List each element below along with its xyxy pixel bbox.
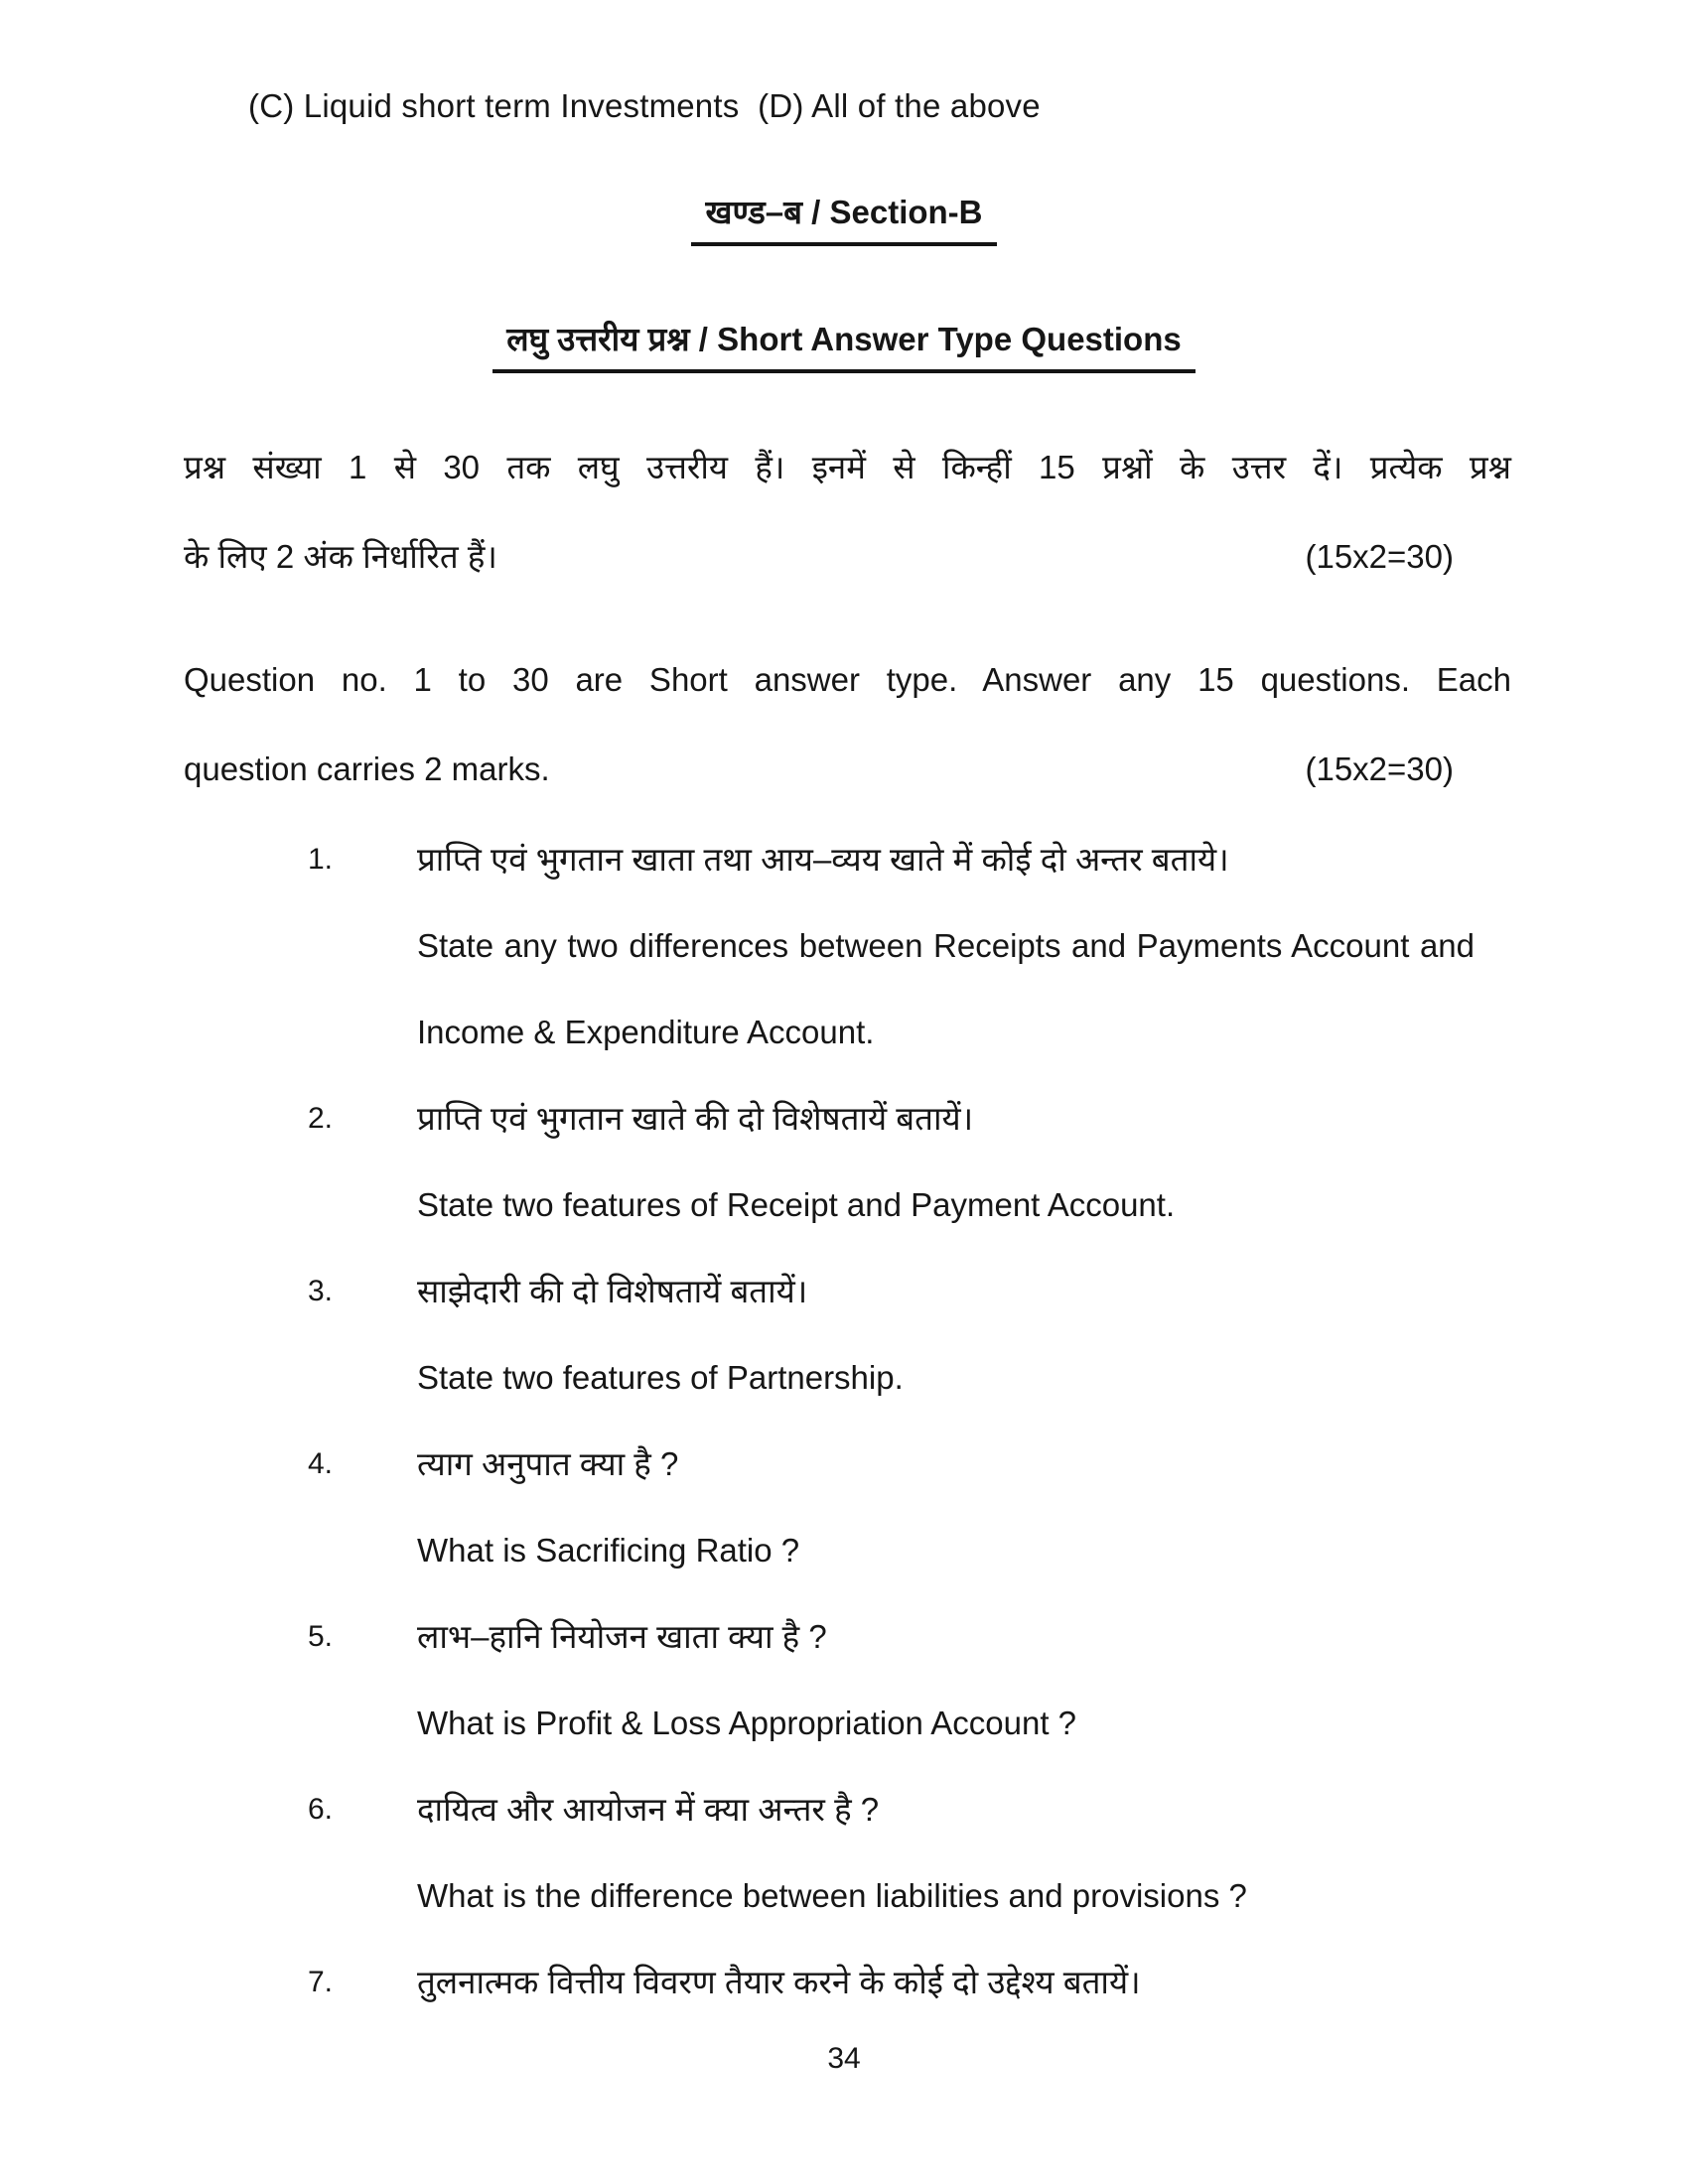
section-heading: खण्ड–ब / Section-B xyxy=(691,189,996,246)
question-text-english: State two features of Partnership. xyxy=(417,1359,904,1396)
section-heading-wrap xyxy=(0,189,1688,246)
question-number: 7. xyxy=(308,1966,334,1998)
question-text-english: What is the difference between liabilities and provisions ? xyxy=(417,1877,1247,1914)
question-item xyxy=(308,1248,1475,1421)
marks-scheme-english: (15x2=30) xyxy=(1305,751,1454,787)
question-text-hindi: दायित्व और आयोजन में क्या अन्तर है ? xyxy=(417,1791,880,1828)
instructions-english-line1: Question no. 1 to 30 are Short answer type. Answer any 15 questions. Each xyxy=(184,661,1511,698)
question-number: 3. xyxy=(308,1275,334,1307)
instructions-english-line2: question carries 2 marks. xyxy=(184,751,550,787)
question-text-hindi: प्राप्ति एवं भुगतान खाते की दो विशेषतायें बतायें। xyxy=(417,1100,974,1137)
section-subheading: लघु उत्तरीय प्रश्न / Short Answer Type Questions xyxy=(492,316,1195,373)
page-number: 34 xyxy=(827,2042,861,2075)
question-body xyxy=(417,1075,1475,1248)
question-body xyxy=(417,1248,1475,1421)
question-text-english: State any two differences between Receipts and Payments Account and Income & Expenditure Account. xyxy=(417,927,1475,1050)
questions-list xyxy=(308,816,1475,2025)
question-item xyxy=(308,1593,1475,1766)
instructions-hindi-line2-row xyxy=(184,512,1511,602)
question-number: 2. xyxy=(308,1102,334,1135)
section-subheading-wrap xyxy=(0,316,1688,373)
question-item xyxy=(308,1075,1475,1248)
question-text-hindi: साझेदारी की दो विशेषतायें बतायें। xyxy=(417,1273,808,1309)
question-number: 4. xyxy=(308,1447,334,1480)
question-body xyxy=(417,1766,1475,1939)
question-number: 5. xyxy=(308,1620,334,1653)
question-item xyxy=(308,1939,1475,2025)
instructions-hindi-line2: के लिए 2 अंक निर्धारित हैं। xyxy=(184,538,497,575)
question-item xyxy=(308,1421,1475,1593)
question-text-hindi: त्याग अनुपात क्या है ? xyxy=(417,1445,679,1482)
question-body xyxy=(417,1421,1475,1593)
instructions-hindi-line1: प्रश्न संख्या 1 से 30 तक लघु उत्तरीय हैं। इनमें से किन्हीं 15 प्रश्नों के उत्तर दें। प्रत्येक प्रश्न xyxy=(184,449,1511,485)
instructions-english-line2-row xyxy=(184,725,1511,814)
marks-scheme-hindi: (15x2=30) xyxy=(1305,538,1454,575)
question-number: 1. xyxy=(308,843,334,876)
question-text-hindi: लाभ–हानि नियोजन खाता क्या है ? xyxy=(417,1618,827,1655)
question-text-english: What is Sacrificing Ratio ? xyxy=(417,1532,800,1569)
instructions-english xyxy=(184,635,1511,814)
question-text-hindi: तुलनात्मक वित्तीय विवरण तैयार करने के कोई दो उद्देश्य बतायें। xyxy=(417,1964,1141,2000)
question-text-english: State two features of Receipt and Payment Account. xyxy=(417,1186,1176,1223)
question-body xyxy=(417,816,1475,1075)
question-number: 6. xyxy=(308,1793,334,1826)
mcq-options-line: (C) Liquid short term Investments (D) All of the above xyxy=(248,87,1041,124)
question-text-english: What is Profit & Loss Appropriation Account ? xyxy=(417,1705,1077,1741)
question-body xyxy=(417,1593,1475,1766)
question-item xyxy=(308,1766,1475,1939)
instructions-hindi xyxy=(184,423,1511,602)
question-text-hindi: प्राप्ति एवं भुगतान खाता तथा आय–व्यय खाते में कोई दो अन्तर बताये। xyxy=(417,841,1229,878)
question-item xyxy=(308,816,1475,1075)
question-body xyxy=(417,1939,1475,2025)
